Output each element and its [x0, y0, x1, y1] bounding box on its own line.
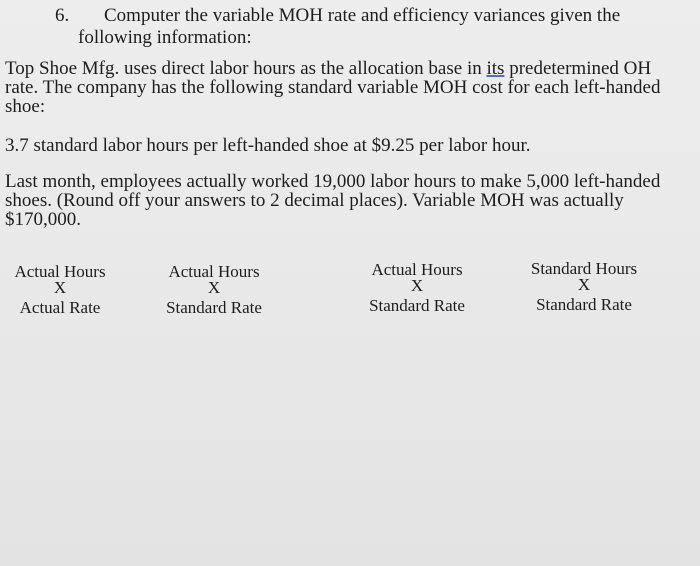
multiply-symbol: X [410, 276, 424, 295]
multiply-symbol: X [53, 278, 67, 297]
column-bottom-label: Standard Rate [369, 296, 465, 315]
question-number: 6. [55, 5, 70, 26]
column-top-label: Actual Hours [14, 262, 106, 281]
column-actual-hours-actual-rate [4, 262, 116, 317]
intro-text-after: predetermined OH rate. The company has the following standard variable MOH cost for each left-handed shoe: [5, 58, 661, 117]
multiply-symbol: X [577, 275, 591, 294]
column-top-label: Actual Hours [168, 262, 260, 281]
column-standard-hours-standard-rate [517, 259, 651, 314]
multiply-symbol: X [207, 278, 221, 297]
intro-text-before: Top Shoe Mfg. uses direct labor hours as the allocation base in [5, 58, 487, 79]
column-bottom-label: Standard Rate [166, 298, 262, 317]
column-actual-hours-standard-rate [155, 262, 273, 317]
intro-paragraph [5, 59, 685, 116]
column-top-label: Actual Hours [371, 260, 463, 279]
intro-underlined-word: its [486, 58, 505, 79]
column-bottom-label: Actual Rate [19, 298, 101, 317]
column-top-label: Standard Hours [530, 259, 638, 278]
column-bottom-label: Standard Rate [536, 295, 632, 314]
column-actual-hours-standard-rate-2 [358, 260, 476, 315]
question-text: Computer the variable MOH rate and efficiency variances given the following information: [78, 5, 621, 48]
standard-cost-paragraph: 3.7 standard labor hours per left-handed shoe at $9.25 per labor hour. [5, 135, 531, 156]
actual-data-paragraph: Last month, employees actually worked 19,000 labor hours to make 5,000 left-handed shoes. (Round off your answers to 2 decimal places). Variable MOH was actually $170,000. [5, 171, 661, 230]
